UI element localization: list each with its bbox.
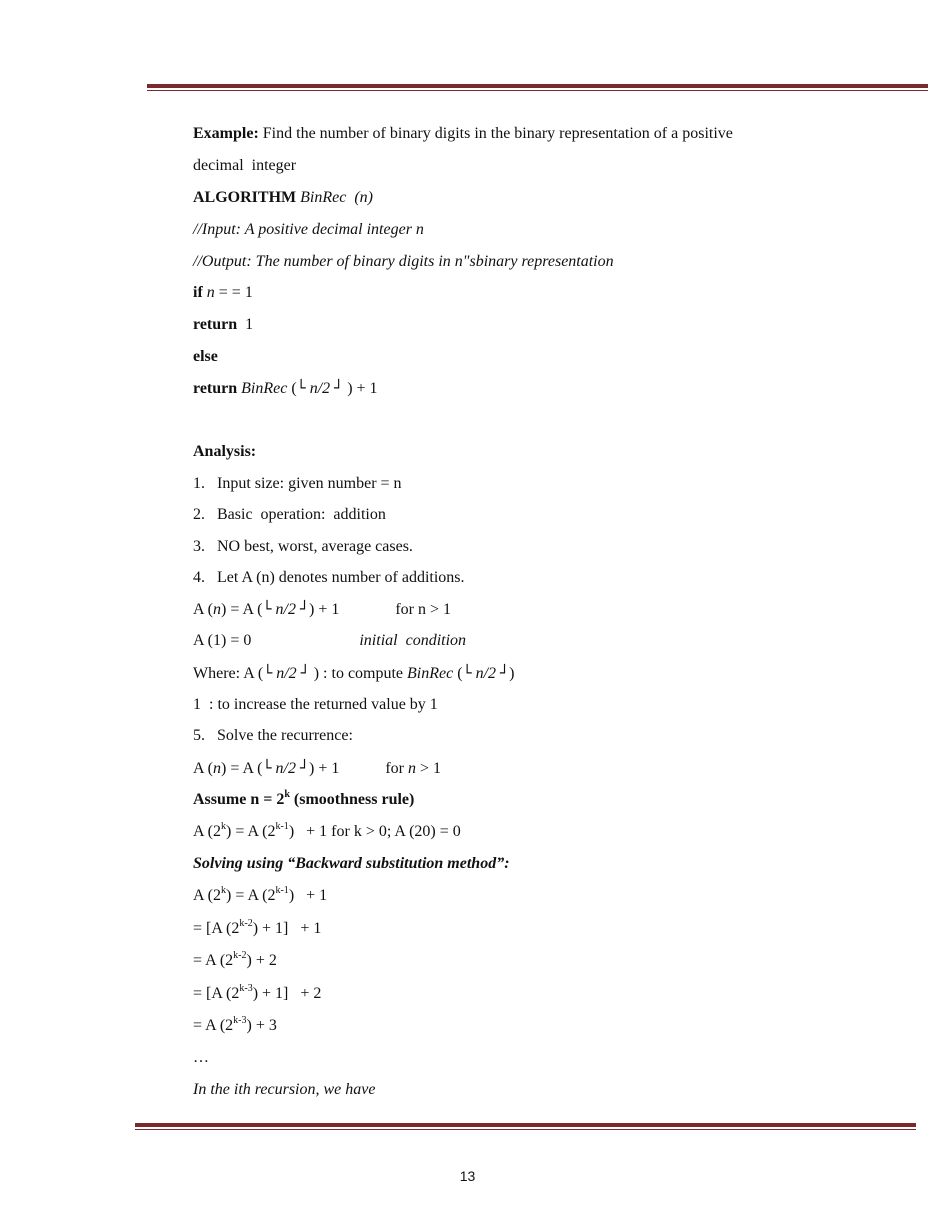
analysis-title: Analysis:: [193, 443, 257, 460]
page-number: 13: [459, 1168, 476, 1184]
floor-open-icon: └: [263, 664, 273, 682]
analysis-item-4: 4. Let A (n) denotes number of additions.: [193, 569, 465, 586]
substitution-5: = A $(2^{k-3}) + 3$: [193, 1014, 277, 1034]
algorithm-header: [193, 188, 373, 208]
floor-close-icon: ┘: [299, 600, 309, 618]
algorithm-keyword: ALGORITHM: [193, 189, 297, 206]
substitution-2: = [A $(2^{k-2}) + 1] + 1$: [193, 917, 322, 937]
footer-rule: [135, 1123, 916, 1130]
where-line: Where: A (└ n/2 ┘ ) : to compute BinRec (└ n/2 ┘): [193, 664, 515, 682]
floor-open-icon: └: [462, 664, 472, 682]
ellipsis: …: [193, 1049, 209, 1066]
recurrence-k: A $(2^k) = A$ (2$^{k-1}$) + 1 for k > 0; A (20) = 0: [193, 820, 461, 840]
analysis-item-3: 3. NO best, worst, average cases.: [193, 538, 413, 555]
step-5: 5. Solve the recurrence:: [193, 727, 353, 744]
analysis-item-2: 2. Basic operation: addition: [193, 506, 386, 523]
example-text-1: Find the number of binary digits in the binary representation of a positive: [262, 125, 733, 142]
floor-close-icon: ┘: [300, 664, 310, 682]
recurrence-1: A (n) = A (└ n/2 ┘) + 1 for n > 1: [193, 600, 452, 618]
algorithm-return-1: return 1: [193, 316, 254, 333]
substitution-4: = [A $(2^{k-3}) + 1] + 2$: [193, 982, 322, 1002]
floor-open-icon: └: [262, 600, 272, 618]
algorithm-signature: BinRec (n): [300, 189, 373, 206]
algorithm-output-comment: //Output: The number of binary digits in n"sbinary representation: [193, 253, 614, 270]
floor-close-icon: ┘: [500, 664, 510, 682]
algorithm-else: else: [193, 348, 218, 365]
assumption: Assume $n = 2^k$ (smoothness rule): [193, 788, 415, 808]
example-label: Example:: [193, 125, 259, 142]
floor-close-icon: ┘: [299, 759, 309, 777]
initial-condition: A (1) = 0 initial condition: [193, 632, 467, 649]
example-line-1: [193, 124, 733, 144]
floor-open-icon: └: [296, 379, 306, 397]
analysis-item-1: 1. Input size: given number = n: [193, 475, 402, 492]
floor-close-icon: ┘: [334, 379, 344, 397]
algorithm-if-line: if n = = 1: [193, 284, 253, 301]
substitution-1: A $(2^k) = A$ (2$^{k-1}$) + 1: [193, 884, 328, 904]
ith-recursion: In the ith recursion, we have: [193, 1081, 376, 1098]
floor-open-icon: └: [262, 759, 272, 777]
substitution-3: = A $(2^{k-2}) + 2$: [193, 949, 277, 969]
increase-line: 1 : to increase the returned value by 1: [193, 696, 438, 713]
algorithm-return-2: return BinRec (└ n/2 ┘ ) + 1: [193, 379, 378, 397]
example-line-2: decimal integer: [193, 157, 297, 174]
algorithm-input-comment: //Input: A positive decimal integer n: [193, 221, 424, 238]
recurrence-2: A (n) = A (└ n/2 ┘) + 1 for n > 1: [193, 759, 442, 777]
solving-heading: Solving using “Backward substitution method”:: [193, 855, 510, 872]
header-rule: [147, 84, 928, 91]
